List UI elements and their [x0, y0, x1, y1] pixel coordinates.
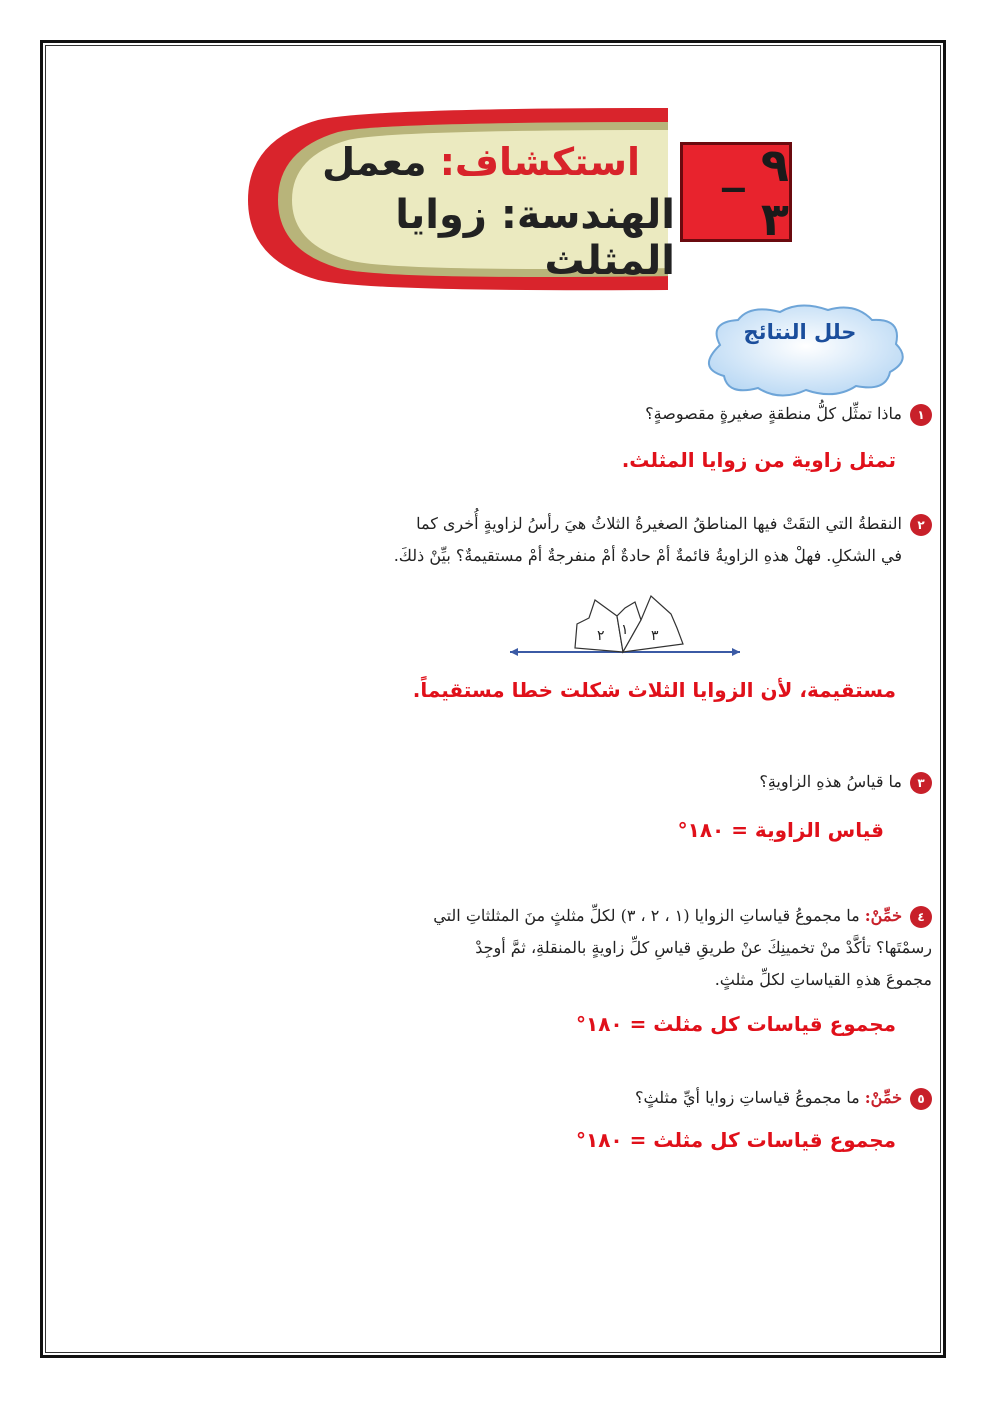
section-cloud: [690, 300, 912, 400]
title-word: معمل: [322, 140, 427, 184]
answer-1: تمثل زاوية من زوايا المثلث.: [621, 448, 896, 472]
answer-4: مجموع قياسات كل مثلث = ١٨٠°: [575, 1012, 896, 1036]
angles-figure: [505, 590, 745, 670]
question-text: ما مجموعُ قياساتِ الزوايا (١ ، ٢ ، ٣) لكلِّ مثلثٍ منَ المثلثاتِ التي: [433, 906, 860, 925]
figure-label-3: ٣: [651, 628, 659, 644]
answer-3: قياس الزاوية = ١٨٠°: [677, 818, 884, 842]
question-number-badge: ٥: [910, 1088, 932, 1110]
conjecture-tag: خمِّنْ:: [864, 1088, 902, 1107]
question-5: [635, 1082, 932, 1114]
question-text: مجموعَ هذهِ القياساتِ لكلِّ مثلثٍ.: [714, 970, 932, 989]
question-1: [645, 398, 932, 430]
question-4: [433, 900, 932, 996]
answer-2: مستقيمة، لأن الزوايا الثلاث شكلت خطا مستقيماً.: [412, 678, 896, 702]
answer-5: مجموع قياسات كل مثلث = ١٨٠°: [575, 1128, 896, 1152]
lesson-number-badge: ٩ _ ٣: [680, 142, 792, 242]
section-label: حلل النتائج: [743, 320, 857, 344]
figure-label-1: ١: [621, 622, 629, 638]
question-text: ماذا تمثِّل كلُّ منطقةٍ صغيرةٍ مقصوصةٍ؟: [645, 404, 902, 423]
figure-label-2: ٢: [597, 628, 605, 644]
question-text: رسمْتَها؟ تأكَّدْ منْ تخمينِكَ عنْ طريقِ قياسِ كلِّ زاويةٍ بالمنقلةِ، ثمَّ أوجِدْ: [475, 938, 932, 957]
question-text: في الشكلِ. فهلْ هذهِ الزاويةُ قائمةٌ أمْ حادةٌ أمْ منفرجةٌ أمْ مستقيمةٌ؟ بيِّنْ ذلكَ.: [393, 546, 902, 565]
question-2: [394, 508, 932, 572]
question-number-badge: ٢: [910, 514, 932, 536]
conjecture-tag: خمِّنْ:: [864, 906, 902, 925]
title-accent: استكشاف:: [426, 140, 640, 184]
lesson-title-line1: [300, 140, 640, 184]
lesson-title-line2: الهندسة: زوايا المثلث: [395, 192, 675, 284]
question-text: النقطةُ التي التقَتْ فيها المناطقُ الصغيرةُ الثلاثُ هيَ رأسُ لزاويةٍ أُخرى كما: [416, 514, 902, 533]
question-number-badge: ٤: [910, 906, 932, 928]
question-text: ما مجموعُ قياساتِ زوايا أيِّ مثلثٍ؟: [635, 1088, 860, 1107]
question-number-badge: ١: [910, 404, 932, 426]
question-number-badge: ٣: [910, 772, 932, 794]
question-text: ما قياسُ هذهِ الزاويةِ؟: [759, 772, 902, 791]
question-3: [759, 766, 932, 798]
